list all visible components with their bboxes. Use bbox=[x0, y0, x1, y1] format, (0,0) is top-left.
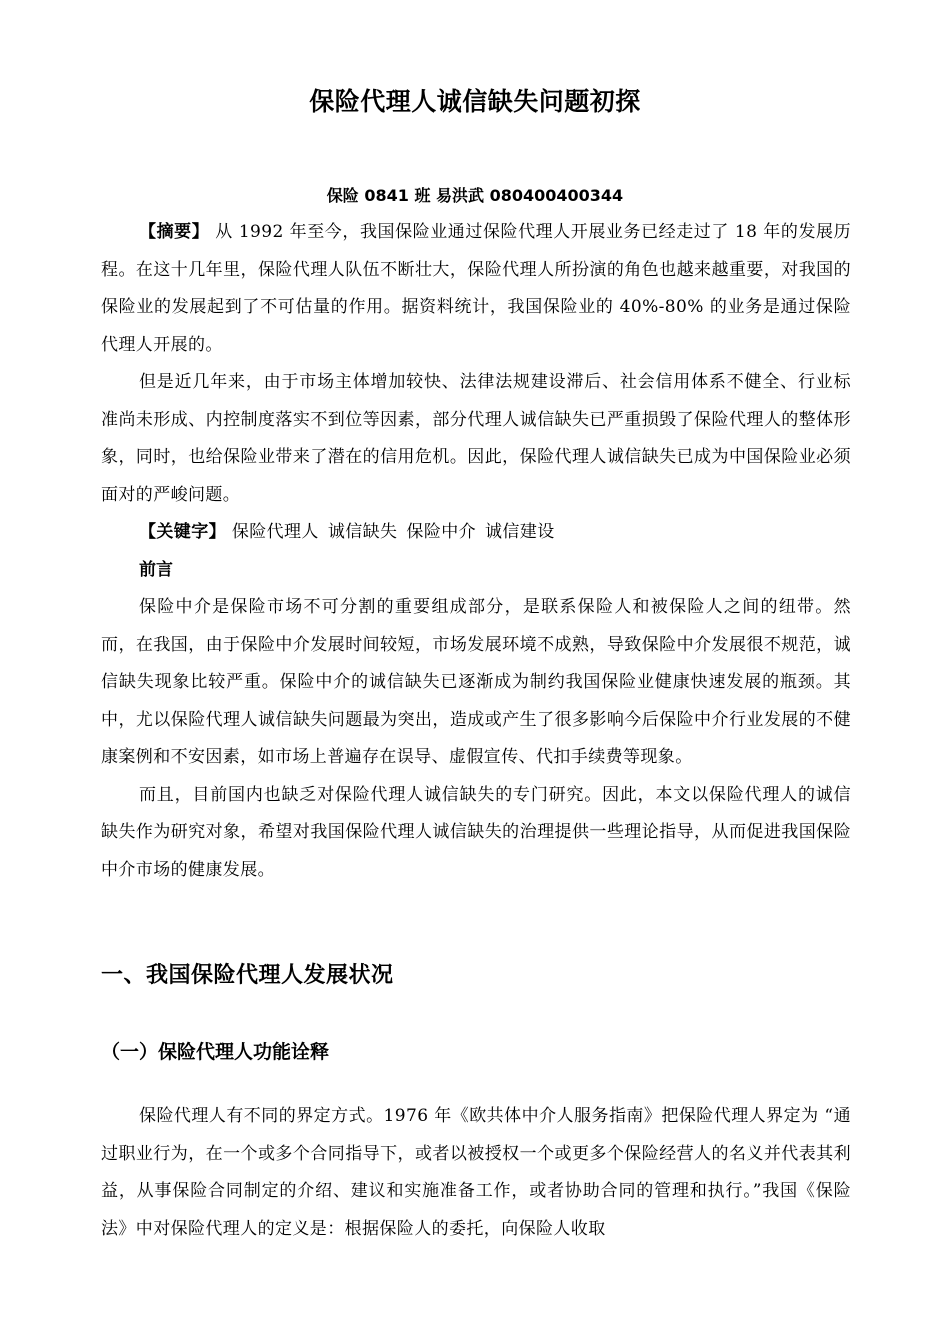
keyword-item: 保险代理人 bbox=[231, 522, 319, 542]
keyword-item: 诚信缺失 bbox=[327, 522, 398, 542]
keyword-item: 保险中介 bbox=[406, 522, 477, 542]
foreword-paragraph-2: 而且，目前国内也缺乏对保险代理人诚信缺失的专门研究。因此，本文以保险代理人的诚信缺失作为研究对象，希望对我国保险代理人诚信缺失的治理提供一些理论指导，从而促进我国保险中介市场的健康发展。 bbox=[101, 784, 851, 880]
section-1-heading: 一、我国保险代理人发展状况 bbox=[101, 963, 394, 988]
abstract-paragraph-1 bbox=[101, 214, 851, 364]
section-1-1-heading: （一）保险代理人功能诠释 bbox=[101, 1041, 330, 1063]
abstract-text-1: 从 1992 年至今，我国保险业通过保险代理人开展业务已经走过了 18 年的发展历程。在这十几年里，保险代理人队伍不断壮大，保险代理人所扮演的角色也越来越重要，对我国的保险业的发展起到了不可估量的作用。据资料统计，我国保险业的 40%-80% 的业务是通过保险代理人开展的。 bbox=[101, 222, 851, 355]
abstract-paragraph-2: 但是近几年来，由于市场主体增加较快、法律法规建设滞后、社会信用体系不健全、行业标准尚未形成、内控制度落实不到位等因素，部分代理人诚信缺失已严重损毁了保险代理人的整体形象，同时，也给保险业带来了潜在的信用危机。因此，保险代理人诚信缺失已成为中国保险业必须面对的严峻问题。 bbox=[101, 372, 851, 505]
keywords-label: 【关键字】 bbox=[139, 522, 226, 542]
foreword-paragraph-1: 保险中介是保险市场不可分割的重要组成部分，是联系保险人和被保险人之间的纽带。然而，在我国，由于保险中介发展时间较短，市场发展环境不成熟，导致保险中介发展很不规范，诚信缺失现象比较严重。保险中介的诚信缺失已逐渐成为制约我国保险业健康快速发展的瓶颈。其中，尤以保险代理人诚信缺失问题最为突出，造成或产生了很多影响今后保险中介行业发展的不健康案例和不安因素，如市场上普遍存在误导、虚假宣传、代扣手续费等现象。 bbox=[101, 597, 851, 767]
section-1-1-paragraph-1: 保险代理人有不同的界定方式。1976 年《欧共体中介人服务指南》把保险代理人界定为 “通过职业行为，在一个或多个合同指导下，或者以被授权一个或更多个保险经营人的名义并代表其利益，从事保险合同制定的介绍、建议和实施准备工作，或者协助合同的管理和执行。”我国《保险法》中对保险代理人的定义是：根据保险人的委托，向保险人收取 bbox=[101, 1106, 851, 1239]
section-1-1-body bbox=[101, 1098, 851, 1248]
document-title: 保险代理人诚信缺失问题初探 bbox=[309, 87, 641, 116]
abstract-label: 【摘要】 bbox=[139, 222, 210, 242]
author-line: 保险 0841 班 易洪武 080400400344 bbox=[326, 186, 624, 205]
foreword-heading: 前言 bbox=[139, 559, 173, 580]
keyword-item: 诚信建设 bbox=[485, 522, 555, 542]
keywords-line bbox=[101, 514, 851, 552]
abstract-block bbox=[101, 214, 851, 889]
